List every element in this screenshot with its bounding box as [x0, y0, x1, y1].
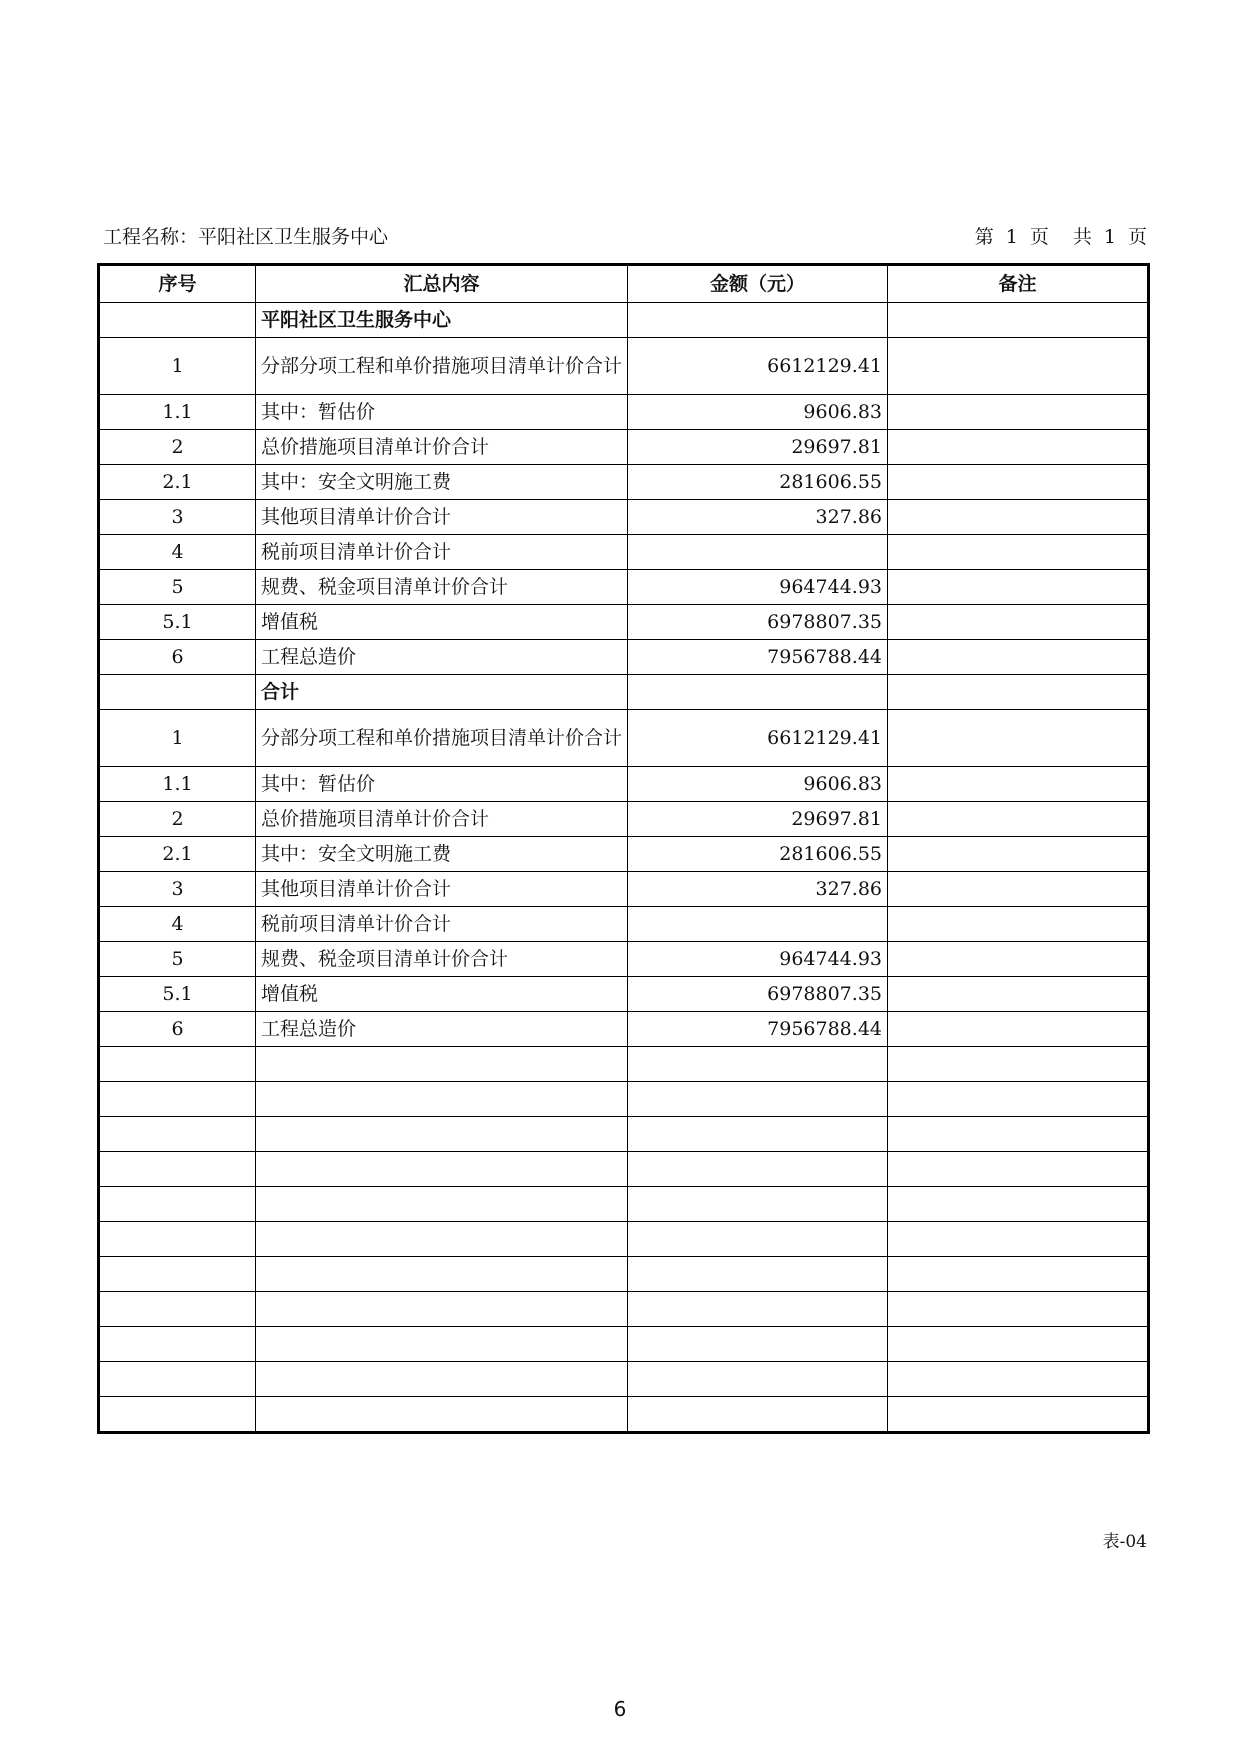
table-row [99, 1222, 1149, 1257]
page-unit: 页 [1029, 226, 1049, 248]
table-row [99, 535, 1149, 570]
cell-amount [628, 1047, 888, 1082]
table-row [99, 465, 1149, 500]
cell-content: 其他项目清单计价合计 [256, 500, 628, 535]
cell-note [888, 570, 1149, 605]
cell-amount [628, 1327, 888, 1362]
table-row [99, 500, 1149, 535]
table-row [99, 1257, 1149, 1292]
cell-amount: 6978807.35 [628, 977, 888, 1012]
cell-amount [628, 1257, 888, 1292]
table-row [99, 977, 1149, 1012]
page-header [103, 222, 1147, 250]
cell-content: 分部分项工程和单价措施项目清单计价合计 [256, 338, 628, 395]
table-row [99, 1362, 1149, 1397]
cell-seq: 1 [99, 338, 256, 395]
page-prefix: 第 [974, 226, 994, 248]
table-code: 表-04 [1102, 1532, 1147, 1552]
column-header-note: 备注 [888, 265, 1149, 303]
cell-seq: 4 [99, 907, 256, 942]
cell-note [888, 1397, 1149, 1433]
cell-note [888, 1292, 1149, 1327]
cell-seq: 1.1 [99, 767, 256, 802]
cell-seq [99, 303, 256, 338]
column-header-seq: 序号 [99, 265, 256, 303]
cell-content: 税前项目清单计价合计 [256, 535, 628, 570]
cell-content: 其他项目清单计价合计 [256, 872, 628, 907]
cell-content: 分部分项工程和单价措施项目清单计价合计 [256, 710, 628, 767]
table-row [99, 710, 1149, 767]
cell-content: 平阳社区卫生服务中心 [256, 303, 628, 338]
cell-seq: 6 [99, 640, 256, 675]
cell-content [256, 1187, 628, 1222]
cell-note [888, 872, 1149, 907]
cell-note [888, 1187, 1149, 1222]
table-row [99, 675, 1149, 710]
page-number: 6 [613, 1697, 627, 1721]
page-current: 1 [1005, 226, 1018, 248]
table-row [99, 1397, 1149, 1433]
page-indicator [975, 222, 1147, 249]
cell-note [888, 430, 1149, 465]
cell-note [888, 710, 1149, 767]
cell-seq [99, 1222, 256, 1257]
cell-seq: 5.1 [99, 977, 256, 1012]
cell-note [888, 977, 1149, 1012]
table-row [99, 907, 1149, 942]
cell-amount: 29697.81 [628, 802, 888, 837]
cell-note [888, 1047, 1149, 1082]
cell-seq [99, 1187, 256, 1222]
cell-amount: 9606.83 [628, 395, 888, 430]
cell-content: 其中：暂估价 [256, 395, 628, 430]
cell-amount: 6978807.35 [628, 605, 888, 640]
cell-content [256, 1397, 628, 1433]
total-prefix: 共 [1072, 226, 1092, 248]
cell-seq: 1 [99, 710, 256, 767]
cell-note [888, 942, 1149, 977]
cell-note [888, 640, 1149, 675]
cell-note [888, 338, 1149, 395]
cell-note [888, 675, 1149, 710]
cell-content: 其中：安全文明施工费 [256, 837, 628, 872]
column-header-content: 汇总内容 [256, 265, 628, 303]
cell-seq: 4 [99, 535, 256, 570]
cell-content: 税前项目清单计价合计 [256, 907, 628, 942]
cell-seq: 2.1 [99, 465, 256, 500]
cell-content [256, 1257, 628, 1292]
cell-amount [628, 1222, 888, 1257]
cell-content: 规费、税金项目清单计价合计 [256, 942, 628, 977]
table-row [99, 872, 1149, 907]
cell-seq [99, 1362, 256, 1397]
cell-seq [99, 1047, 256, 1082]
cell-seq: 5 [99, 570, 256, 605]
cell-seq: 3 [99, 500, 256, 535]
cell-seq: 3 [99, 872, 256, 907]
table-row [99, 605, 1149, 640]
column-header-amount: 金额（元） [628, 265, 888, 303]
table-row [99, 767, 1149, 802]
cell-seq [99, 1152, 256, 1187]
cell-content [256, 1222, 628, 1257]
cell-amount: 7956788.44 [628, 1012, 888, 1047]
cell-content [256, 1152, 628, 1187]
cell-seq: 5.1 [99, 605, 256, 640]
cell-content: 规费、税金项目清单计价合计 [256, 570, 628, 605]
cell-note [888, 1222, 1149, 1257]
cell-amount [628, 1292, 888, 1327]
cell-seq: 2.1 [99, 837, 256, 872]
summary-table-wrap [97, 263, 1147, 1434]
cell-amount: 6612129.41 [628, 710, 888, 767]
cell-amount: 964744.93 [628, 570, 888, 605]
cell-seq: 6 [99, 1012, 256, 1047]
table-row [99, 1187, 1149, 1222]
cell-content: 工程总造价 [256, 1012, 628, 1047]
page-unit: 页 [1127, 226, 1147, 248]
table-row [99, 1047, 1149, 1082]
cell-amount [628, 535, 888, 570]
cell-seq: 5 [99, 942, 256, 977]
cell-seq [99, 1292, 256, 1327]
cell-note [888, 1117, 1149, 1152]
cell-content [256, 1047, 628, 1082]
cell-note [888, 1362, 1149, 1397]
cell-note [888, 767, 1149, 802]
table-row [99, 1327, 1149, 1362]
cell-note [888, 605, 1149, 640]
cell-amount [628, 1397, 888, 1433]
cell-amount [628, 1152, 888, 1187]
table-row [99, 942, 1149, 977]
cell-note [888, 1152, 1149, 1187]
cell-content [256, 1082, 628, 1117]
table-row [99, 338, 1149, 395]
cell-amount: 964744.93 [628, 942, 888, 977]
table-row [99, 1082, 1149, 1117]
cell-note [888, 1327, 1149, 1362]
cell-amount: 7956788.44 [628, 640, 888, 675]
table-row [99, 395, 1149, 430]
cell-amount [628, 1082, 888, 1117]
cell-seq [99, 1397, 256, 1433]
table-row [99, 1292, 1149, 1327]
table-row [99, 1012, 1149, 1047]
cell-amount [628, 303, 888, 338]
cell-amount: 281606.55 [628, 837, 888, 872]
cell-content [256, 1362, 628, 1397]
table-row [99, 802, 1149, 837]
cell-amount [628, 907, 888, 942]
cell-amount: 327.86 [628, 500, 888, 535]
cell-note [888, 303, 1149, 338]
cell-content: 合计 [256, 675, 628, 710]
table-row [99, 1152, 1149, 1187]
cell-note [888, 907, 1149, 942]
table-row [99, 837, 1149, 872]
table-row [99, 640, 1149, 675]
cell-amount: 29697.81 [628, 430, 888, 465]
cell-note [888, 802, 1149, 837]
cell-amount [628, 1187, 888, 1222]
cell-seq [99, 675, 256, 710]
cell-amount [628, 675, 888, 710]
cell-content [256, 1292, 628, 1327]
cell-amount: 9606.83 [628, 767, 888, 802]
cell-content: 其中：安全文明施工费 [256, 465, 628, 500]
table-row [99, 570, 1149, 605]
cell-seq: 2 [99, 802, 256, 837]
cell-note [888, 1257, 1149, 1292]
table-header-row [99, 265, 1149, 303]
cell-amount [628, 1362, 888, 1397]
cell-content: 工程总造价 [256, 640, 628, 675]
cell-content [256, 1117, 628, 1152]
table-row [99, 303, 1149, 338]
summary-table [97, 263, 1150, 1434]
cell-seq [99, 1257, 256, 1292]
cell-note [888, 837, 1149, 872]
cell-content [256, 1327, 628, 1362]
cell-amount: 6612129.41 [628, 338, 888, 395]
table-row [99, 430, 1149, 465]
cell-seq [99, 1327, 256, 1362]
cell-note [888, 535, 1149, 570]
project-name: 工程名称：平阳社区卫生服务中心 [103, 226, 389, 248]
cell-seq [99, 1082, 256, 1117]
cell-content: 其中：暂估价 [256, 767, 628, 802]
cell-note [888, 1082, 1149, 1117]
cell-content: 增值税 [256, 605, 628, 640]
cell-content: 总价措施项目清单计价合计 [256, 430, 628, 465]
cell-amount: 281606.55 [628, 465, 888, 500]
cell-content: 总价措施项目清单计价合计 [256, 802, 628, 837]
cell-note [888, 465, 1149, 500]
cell-note [888, 395, 1149, 430]
cell-content: 增值税 [256, 977, 628, 1012]
cell-seq: 1.1 [99, 395, 256, 430]
cell-seq [99, 1117, 256, 1152]
cell-note [888, 1012, 1149, 1047]
cell-seq: 2 [99, 430, 256, 465]
cell-note [888, 500, 1149, 535]
cell-amount [628, 1117, 888, 1152]
cell-amount: 327.86 [628, 872, 888, 907]
page-total: 1 [1103, 226, 1116, 248]
table-row [99, 1117, 1149, 1152]
